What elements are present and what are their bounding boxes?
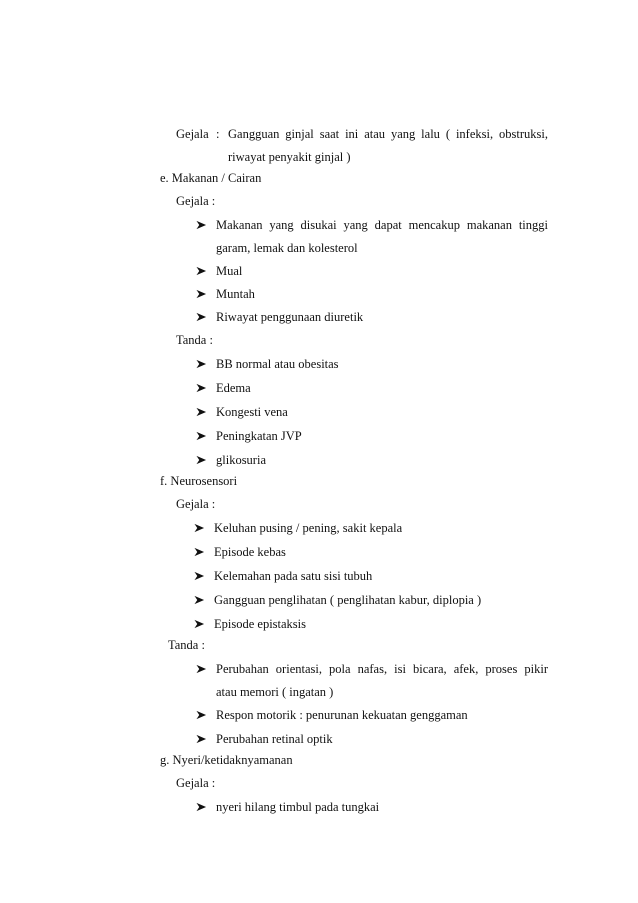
section-e-tanda-item-1: BB normal atau obesitas bbox=[216, 357, 339, 371]
section-f-tanda-label: Tanda : bbox=[168, 638, 205, 652]
bullet-arrow-icon bbox=[196, 428, 210, 444]
section-e-gejala-item-3: Muntah bbox=[216, 287, 255, 301]
gejala-text-line-2: riwayat penyakit ginjal ) bbox=[228, 150, 351, 164]
bullet-arrow-icon bbox=[196, 452, 210, 468]
section-f-gejala-item-5: Episode epistaksis bbox=[214, 617, 307, 631]
section-f-gejala-item-4: Gangguan penglihatan ( penglihatan kabur, diplopia ) bbox=[214, 593, 482, 607]
section-e-gejala-item-4: Riwayat penggunaan diuretik bbox=[216, 310, 364, 324]
gejala-text-line-1: Gangguan ginjal saat ini atau yang lalu ( infeksi, obstruksi, bbox=[228, 127, 548, 141]
bullet-arrow-icon bbox=[196, 661, 210, 677]
section-f-heading: f. Neurosensori bbox=[160, 474, 238, 488]
bullet-arrow-icon bbox=[196, 731, 210, 747]
section-f-gejala-item-3: Kelemahan pada satu sisi tubuh bbox=[214, 569, 373, 583]
section-g-gejala-label: Gejala : bbox=[176, 776, 216, 790]
section-e-tanda-item-4: Peningkatan JVP bbox=[216, 429, 302, 443]
bullet-arrow-icon bbox=[194, 616, 208, 632]
bullet-arrow-icon bbox=[196, 707, 210, 723]
section-f-tanda-item-3: Perubahan retinal optik bbox=[216, 732, 333, 746]
bullet-arrow-icon bbox=[196, 217, 210, 233]
section-f-tanda-item-1: Perubahan orientasi, pola nafas, isi bicara, afek, proses pikir bbox=[216, 662, 548, 676]
gejala-label: Gejala bbox=[176, 127, 209, 141]
section-e-tanda-label: Tanda : bbox=[176, 333, 213, 347]
section-e-gejala-item-1-cont: garam, lemak dan kolesterol bbox=[216, 241, 358, 255]
bullet-arrow-icon bbox=[196, 356, 210, 372]
section-f-gejala-item-1: Keluhan pusing / pening, sakit kepala bbox=[214, 521, 403, 535]
gejala-colon: : bbox=[216, 127, 220, 141]
section-f-tanda-item-1-cont: atau memori ( ingatan ) bbox=[216, 685, 334, 699]
section-e-gejala-item-2: Mual bbox=[216, 264, 243, 278]
section-f-gejala-label: Gejala : bbox=[176, 497, 216, 511]
section-e-tanda-item-2: Edema bbox=[216, 381, 251, 395]
bullet-arrow-icon bbox=[196, 799, 210, 815]
section-e-tanda-item-5: glikosuria bbox=[216, 453, 266, 467]
bullet-arrow-icon bbox=[196, 309, 210, 325]
section-e-gejala-label: Gejala : bbox=[176, 194, 216, 208]
bullet-arrow-icon bbox=[194, 520, 208, 536]
section-f-gejala-item-2: Episode kebas bbox=[214, 545, 286, 559]
bullet-arrow-icon bbox=[196, 286, 210, 302]
bullet-arrow-icon bbox=[196, 404, 210, 420]
bullet-arrow-icon bbox=[196, 380, 210, 396]
section-e-tanda-item-3: Kongesti vena bbox=[216, 405, 288, 419]
bullet-arrow-icon bbox=[194, 592, 208, 608]
bullet-arrow-icon bbox=[194, 544, 208, 560]
section-f-tanda-item-2: Respon motorik : penurunan kekuatan genggaman bbox=[216, 708, 468, 722]
section-g-gejala-item-1: nyeri hilang timbul pada tungkai bbox=[216, 800, 380, 814]
section-e-gejala-item-1: Makanan yang disukai yang dapat mencakup makanan tinggi bbox=[216, 218, 548, 232]
section-g-heading: g. Nyeri/ketidaknyamanan bbox=[160, 753, 293, 767]
section-e-heading: e. Makanan / Cairan bbox=[160, 171, 262, 185]
bullet-arrow-icon bbox=[196, 263, 210, 279]
bullet-arrow-icon bbox=[194, 568, 208, 584]
